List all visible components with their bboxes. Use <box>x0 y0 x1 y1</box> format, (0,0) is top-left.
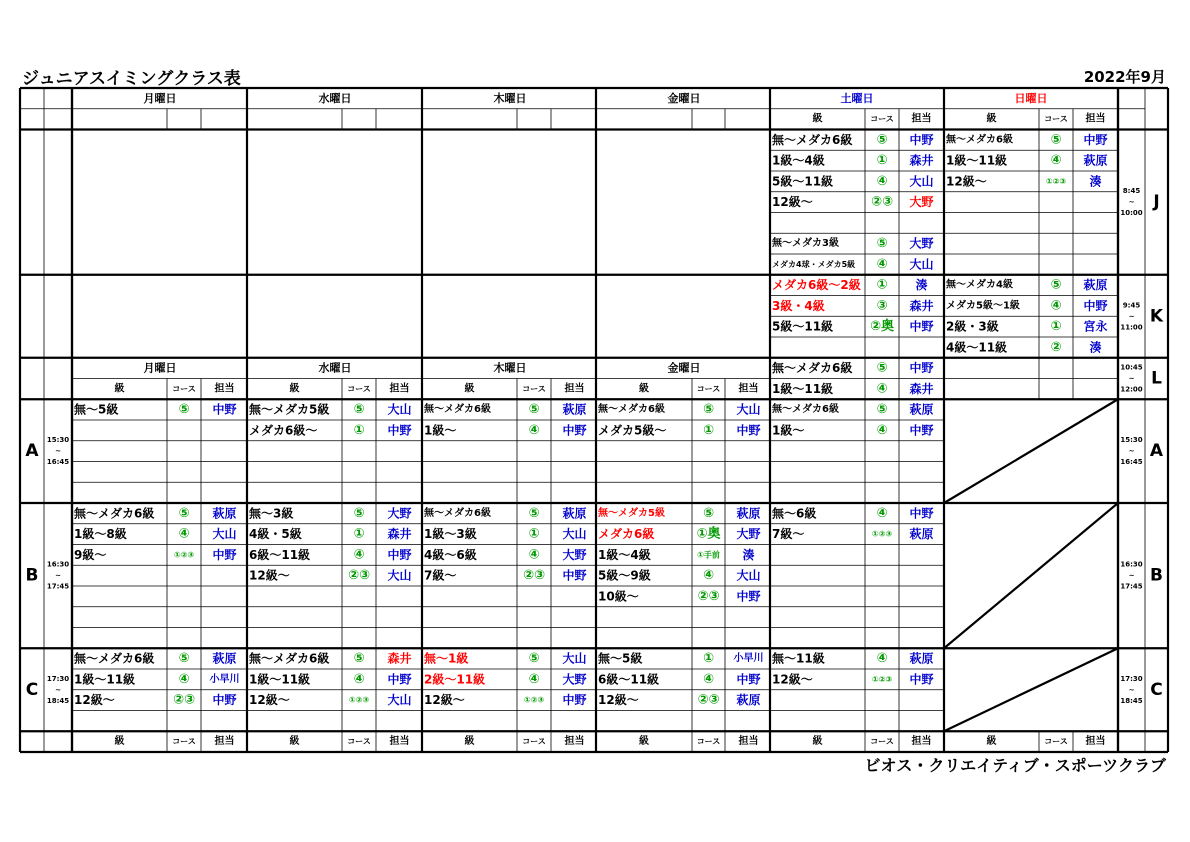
class-grade: 1級～3級 <box>424 527 477 542</box>
course-header: コース <box>1044 114 1068 124</box>
class-course: ④ <box>702 568 715 584</box>
class-grade: 5級～11級 <box>772 174 834 189</box>
session-time-end: 17:45 <box>1120 582 1143 591</box>
session-time-start: 9:45 <box>1122 301 1141 310</box>
session-time-start: 8:45 <box>1122 187 1141 196</box>
class-teacher: 萩原 <box>736 693 761 708</box>
session-time-end: 18:45 <box>1120 696 1143 705</box>
class-grade: 1級～11級 <box>249 672 311 687</box>
teacher-header: 担当 <box>738 736 759 748</box>
class-teacher: 中野 <box>909 132 934 147</box>
class-course: ② <box>1050 339 1062 355</box>
class-course: ②③ <box>172 692 196 708</box>
teacher-header: 担当 <box>738 383 759 395</box>
class-grade: 無～メダカ6級 <box>598 404 665 416</box>
class-teacher: 中野 <box>562 693 587 708</box>
grade-header: 級 <box>289 383 300 395</box>
teacher-header: 担当 <box>1085 736 1106 748</box>
session-time-end: 11:00 <box>1120 323 1143 332</box>
teacher-header: 担当 <box>389 383 410 395</box>
class-course: ① <box>1050 319 1062 335</box>
class-course: ④ <box>1050 298 1062 314</box>
class-course: ④ <box>353 547 365 563</box>
class-course: ②③ <box>522 568 546 584</box>
class-teacher: 萩原 <box>562 402 587 417</box>
course-header: コース <box>696 384 721 394</box>
class-course: ① <box>702 422 715 438</box>
teacher-header: 担当 <box>911 736 932 748</box>
session-time-start: 16:30 <box>1120 560 1143 569</box>
teacher-header: 担当 <box>214 383 235 395</box>
class-grade: 無～メダカ6級 <box>74 651 155 666</box>
class-teacher: 中野 <box>1083 132 1108 147</box>
class-teacher: 萩原 <box>909 527 934 542</box>
class-teacher: 大山 <box>909 257 934 272</box>
class-grade: メダカ6級～2級 <box>772 278 861 293</box>
class-course: ④ <box>876 381 888 397</box>
class-teacher: 森井 <box>909 298 934 313</box>
grade-header: 級 <box>289 736 300 748</box>
class-teacher: 萩原 <box>1083 153 1108 168</box>
class-course: ⑤ <box>353 651 365 667</box>
class-course: ④ <box>876 651 888 667</box>
class-course: ④ <box>178 671 190 687</box>
session-code-c: C <box>1150 679 1163 700</box>
course-header: コース <box>522 384 546 394</box>
class-grade: 無～メダカ6級 <box>946 134 1013 146</box>
class-teacher: 大山 <box>387 402 412 417</box>
session-time-tilde: ~ <box>55 447 61 456</box>
session-code-b: B <box>25 565 39 586</box>
class-teacher: 大山 <box>736 568 761 583</box>
class-course: ④ <box>876 505 888 521</box>
class-teacher: 中野 <box>909 319 934 334</box>
session-time-start: 17:30 <box>1120 674 1143 683</box>
class-teacher: 萩原 <box>909 402 934 417</box>
class-grade: 1級～ <box>424 423 457 438</box>
session-code-j: J <box>1153 192 1160 213</box>
class-teacher: 中野 <box>562 423 587 438</box>
class-grade: 12級～ <box>946 174 987 189</box>
class-teacher: 大野 <box>736 527 761 542</box>
class-grade: 無～11級 <box>772 651 825 666</box>
class-grade: 無～5級 <box>598 651 643 666</box>
class-teacher: 大野 <box>562 672 587 687</box>
session-time-start: 17:30 <box>46 674 70 683</box>
class-teacher: 中野 <box>387 672 412 687</box>
session-time-end: 10:00 <box>1120 209 1143 218</box>
class-course: ④ <box>876 422 888 438</box>
class-grade: 12級～ <box>424 693 465 708</box>
class-grade: 12級～ <box>772 672 813 687</box>
class-teacher: 萩原 <box>562 506 587 521</box>
session-code-b: B <box>1150 565 1163 586</box>
course-header: コース <box>696 737 721 747</box>
session-time-tilde: ~ <box>1128 685 1135 694</box>
day-header-mon: 月曜日 <box>143 361 177 375</box>
class-grade: 無～メダカ6級 <box>772 361 853 376</box>
class-grade: 10級～ <box>598 589 639 604</box>
class-course: ⑤ <box>876 360 888 376</box>
class-course: ⑤ <box>178 505 190 521</box>
teacher-header: 担当 <box>1085 113 1106 125</box>
class-teacher: 大山 <box>562 527 587 542</box>
class-teacher: 大野 <box>562 547 587 562</box>
class-course: ① <box>702 651 715 667</box>
class-teacher: 中野 <box>736 589 761 604</box>
class-course: ②③ <box>347 568 371 584</box>
class-grade: 6級～11級 <box>598 672 660 687</box>
day-header-fri: 金曜日 <box>667 91 701 105</box>
course-header: コース <box>347 737 371 747</box>
teacher-header: 担当 <box>214 736 235 748</box>
class-grade: 12級～ <box>249 693 290 708</box>
session-code-c: C <box>25 679 39 700</box>
class-teacher: 中野 <box>909 361 934 376</box>
class-teacher: 中野 <box>909 672 934 687</box>
day-header-wed: 水曜日 <box>318 91 352 105</box>
class-teacher: 大山 <box>387 568 412 583</box>
page-title: ジュニアスイミングクラス表 <box>22 69 241 89</box>
class-teacher: 大野 <box>387 506 412 521</box>
class-teacher: 小早川 <box>209 673 240 685</box>
class-grade: 4級・5級 <box>249 527 302 542</box>
class-course: ①②③ <box>523 695 545 705</box>
class-course: ②③ <box>697 588 720 604</box>
class-course: ②③ <box>870 194 894 210</box>
session-time-start: 16:30 <box>46 560 70 569</box>
class-grade: 6級～11級 <box>249 547 311 562</box>
class-grade: 12級～ <box>249 568 290 583</box>
class-grade: 無～メダカ6級 <box>772 404 839 416</box>
grade-header: 級 <box>639 736 649 748</box>
class-course: ⑤ <box>702 505 715 521</box>
grade-header: 級 <box>986 736 997 748</box>
class-teacher: 大山 <box>387 693 412 708</box>
session-time-tilde: ~ <box>55 685 61 694</box>
class-grade: 1級～ <box>772 423 805 438</box>
class-teacher: 中野 <box>212 402 237 417</box>
class-grade: 1級～11級 <box>946 153 1008 168</box>
class-grade: 4級～11級 <box>946 340 1008 355</box>
grade-header: 級 <box>464 383 475 395</box>
class-teacher: 湊 <box>1089 174 1102 189</box>
class-course: ③ <box>876 298 888 314</box>
session-time-start: 10:45 <box>1120 363 1143 372</box>
session-time-tilde: ~ <box>55 571 61 580</box>
class-course: ①奥 <box>696 526 721 542</box>
class-grade: 1級～4級 <box>598 547 651 562</box>
course-header: コース <box>1044 737 1068 747</box>
class-grade: 2級～11級 <box>424 672 486 687</box>
class-teacher: 宮永 <box>1083 319 1108 334</box>
class-course: ④ <box>528 422 540 438</box>
class-course: ⑤ <box>876 132 888 148</box>
class-grade: 無～3級 <box>249 506 294 521</box>
class-teacher: 中野 <box>909 423 934 438</box>
session-time-end: 12:00 <box>1120 385 1143 394</box>
class-teacher: 中野 <box>387 547 412 562</box>
class-grade: 無～メダカ6級 <box>424 404 491 416</box>
session-code-k: K <box>1149 306 1164 327</box>
course-header: コース <box>522 737 546 747</box>
class-grade: 無～メダカ6級 <box>772 132 853 147</box>
class-course: ①②③ <box>1045 176 1067 186</box>
class-course: ① <box>528 526 540 542</box>
session-time-tilde: ~ <box>1128 312 1135 321</box>
schedule-date: 2022年9月 <box>1083 68 1166 86</box>
class-grade: 無～メダカ5級 <box>249 402 330 417</box>
class-teacher: 森井 <box>909 381 934 396</box>
session-time-tilde: ~ <box>1128 374 1135 383</box>
class-course: ① <box>876 277 888 293</box>
class-course: ②奥 <box>869 319 895 335</box>
class-teacher: 中野 <box>736 423 761 438</box>
class-grade: 1級～4級 <box>772 153 825 168</box>
session-time-tilde: ~ <box>1128 198 1135 207</box>
class-grade: 1級～11級 <box>74 672 136 687</box>
teacher-header: 担当 <box>389 736 410 748</box>
class-course: ②③ <box>697 692 720 708</box>
day-header-sat: 土曜日 <box>840 91 874 105</box>
course-header: コース <box>347 384 371 394</box>
class-teacher: 湊 <box>742 547 755 562</box>
class-teacher: 中野 <box>562 568 587 583</box>
course-header: コース <box>172 384 196 394</box>
class-grade: メダカ5級～1級 <box>946 300 1020 312</box>
class-course: ①②③ <box>173 550 195 560</box>
class-teacher: 大山 <box>736 402 761 417</box>
class-grade: 1級～8級 <box>74 527 127 542</box>
class-course: ⑤ <box>876 236 888 252</box>
class-course: ⑤ <box>178 651 190 667</box>
class-teacher: 小早川 <box>733 653 764 665</box>
course-header: コース <box>870 737 894 747</box>
grade-header: 級 <box>812 736 823 748</box>
day-header-wed: 水曜日 <box>318 361 352 375</box>
teacher-header: 担当 <box>564 736 585 748</box>
day-header-thu: 木曜日 <box>493 361 527 375</box>
session-time-end: 16:45 <box>46 458 70 467</box>
session-time-start: 15:30 <box>1120 436 1143 445</box>
class-course: ④ <box>528 547 540 563</box>
class-teacher: 森井 <box>387 651 412 666</box>
class-grade: 無～5級 <box>74 402 119 417</box>
session-code-a: A <box>25 441 39 462</box>
day-header-thu: 木曜日 <box>493 91 527 105</box>
class-course: ⑤ <box>353 505 365 521</box>
class-course: ⑤ <box>1050 277 1062 293</box>
class-teacher: 大山 <box>212 527 237 542</box>
teacher-header: 担当 <box>564 383 585 395</box>
session-time-end: 18:45 <box>46 696 70 705</box>
class-grade: 12級～ <box>772 195 813 210</box>
teacher-header: 担当 <box>911 113 932 125</box>
course-header: コース <box>172 737 196 747</box>
class-grade: 無～6級 <box>772 506 817 521</box>
class-grade: 無～メダカ6級 <box>249 651 330 666</box>
day-header-sun: 日曜日 <box>1014 91 1048 105</box>
class-grade: 5級～9級 <box>598 568 651 583</box>
class-course: ④ <box>528 671 540 687</box>
class-grade: 無～メダカ5級 <box>598 507 665 519</box>
session-time-end: 17:45 <box>46 582 70 591</box>
class-teacher: 萩原 <box>736 506 761 521</box>
session-time-start: 15:30 <box>46 436 70 445</box>
class-course: ⑤ <box>528 402 540 418</box>
day-header-mon: 月曜日 <box>143 91 177 105</box>
class-course: ① <box>353 526 365 542</box>
class-teacher: 中野 <box>212 693 237 708</box>
class-course: ④ <box>876 173 888 189</box>
session-time-tilde: ~ <box>1128 447 1135 456</box>
grade-header: 級 <box>114 383 125 395</box>
class-grade: メダカ6級～ <box>249 423 318 438</box>
club-name-footer: ビオス・クリエイティブ・スポーツクラブ <box>864 756 1166 775</box>
class-grade: メダカ4球・メダカ5級 <box>772 259 856 269</box>
class-course: ① <box>876 153 888 169</box>
class-course: ⑤ <box>1050 132 1062 148</box>
class-teacher: 湊 <box>915 278 928 293</box>
day-header-fri: 金曜日 <box>667 361 701 375</box>
class-teacher: 中野 <box>909 506 934 521</box>
class-course: ⑤ <box>528 505 540 521</box>
class-course: ④ <box>178 526 190 542</box>
class-teacher: 中野 <box>212 547 237 562</box>
closed-diagonal-b <box>944 503 1118 648</box>
class-grade: 3級・4級 <box>772 298 825 313</box>
class-teacher: 森井 <box>387 527 412 542</box>
class-grade: 2級・3級 <box>946 319 999 334</box>
course-header: コース <box>870 114 894 124</box>
session-time-end: 16:45 <box>1120 458 1143 467</box>
class-grade: 無～1級 <box>424 651 469 666</box>
session-code-a: A <box>1149 441 1164 462</box>
class-grade: 1級～11級 <box>772 381 834 396</box>
class-course: ①手前 <box>697 550 720 560</box>
class-teacher: 大山 <box>909 174 934 189</box>
class-teacher: 大野 <box>909 236 934 251</box>
class-grade: メダカ5級～ <box>598 423 667 438</box>
class-grade: 7級～ <box>772 527 805 542</box>
class-teacher: 大山 <box>562 651 587 666</box>
class-course: ④ <box>1050 153 1062 169</box>
session-time-tilde: ~ <box>1128 571 1135 580</box>
class-teacher: 中野 <box>387 423 412 438</box>
class-grade: 4級～6級 <box>424 547 477 562</box>
class-course: ①②③ <box>871 529 893 539</box>
grade-header: 級 <box>464 736 475 748</box>
class-course: ①②③ <box>871 674 893 684</box>
class-teacher: 萩原 <box>212 506 237 521</box>
class-course: ① <box>353 422 365 438</box>
class-grade: 7級～ <box>424 568 457 583</box>
class-course: ①②③ <box>348 695 370 705</box>
class-grade: 12級～ <box>598 693 639 708</box>
class-course: ⑤ <box>178 402 190 418</box>
class-course: ⑤ <box>528 651 540 667</box>
class-grade: 9級～ <box>74 547 107 562</box>
class-grade: 無～メダカ6級 <box>74 506 155 521</box>
class-teacher: 森井 <box>909 153 934 168</box>
class-teacher: 萩原 <box>1083 278 1108 293</box>
grade-header: 級 <box>639 383 649 395</box>
session-code-l: L <box>1151 368 1162 389</box>
closed-diagonal-c <box>944 648 1118 731</box>
closed-diagonal-a <box>944 399 1118 503</box>
class-course: ⑤ <box>876 402 888 418</box>
class-teacher: 萩原 <box>909 651 934 666</box>
class-grade: 5級～11級 <box>772 319 834 334</box>
class-grade: 無～メダカ4級 <box>946 279 1013 291</box>
grade-header: 級 <box>986 113 997 125</box>
class-grade: メダカ6級 <box>598 527 655 542</box>
class-course: ④ <box>876 256 888 272</box>
class-grade: 無～メダカ3級 <box>772 238 839 250</box>
class-teacher: 大野 <box>909 195 934 210</box>
grade-header: 級 <box>812 113 823 125</box>
class-teacher: 中野 <box>736 672 761 687</box>
class-grade: 12級～ <box>74 693 115 708</box>
class-course: ④ <box>702 671 715 687</box>
class-course: ⑤ <box>702 402 715 418</box>
class-teacher: 湊 <box>1089 340 1102 355</box>
class-grade: 無～メダカ6級 <box>424 507 491 519</box>
class-course: ④ <box>353 671 365 687</box>
class-teacher: 萩原 <box>212 651 237 666</box>
class-teacher: 中野 <box>1083 298 1108 313</box>
class-course: ⑤ <box>353 402 365 418</box>
grade-header: 級 <box>114 736 125 748</box>
